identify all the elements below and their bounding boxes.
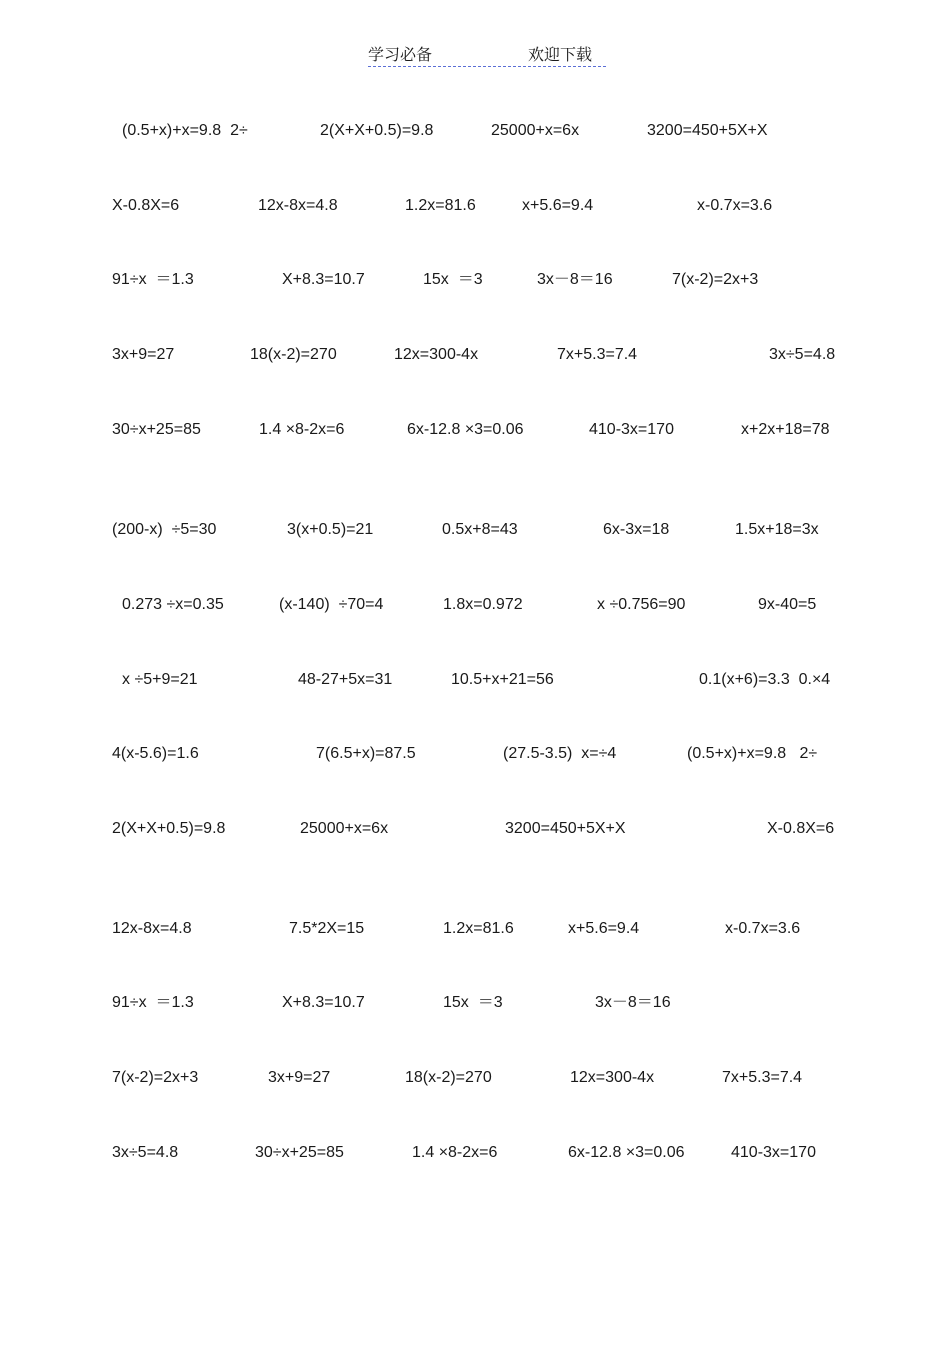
equation-row: [0, 1068, 950, 1088]
equation: 1.2x=81.6: [443, 920, 514, 937]
equation: 1.5x+18=3x: [735, 521, 819, 538]
equation: 7(x-2)=2x+3: [112, 1069, 199, 1086]
equation: x+5.6=9.4: [522, 197, 594, 214]
equation: 410-3x=170: [589, 421, 674, 438]
equation: 1.8x=0.972: [443, 596, 523, 613]
equation: 3x÷5=4.8: [112, 1144, 179, 1161]
equation: 15x ＝3: [443, 994, 503, 1011]
equation-row: [0, 121, 950, 141]
equation-row: [0, 270, 950, 290]
equation: x ÷0.756=90: [597, 596, 686, 613]
equation: 2(X+X+0.5)=9.8: [320, 122, 434, 139]
equation: 3200=450+5X+X: [647, 122, 768, 139]
page-header: [368, 40, 606, 67]
equation-row: [0, 819, 950, 839]
equation-row: [0, 595, 950, 615]
equation: 1.4 ×8-2x=6: [259, 421, 345, 438]
equation: 6x-12.8 ×3=0.06: [407, 421, 524, 438]
equation: 18(x-2)=270: [250, 346, 337, 363]
equation: 12x-8x=4.8: [112, 920, 192, 937]
equation: 7.5*2X=15: [289, 920, 365, 937]
equation: 6x-12.8 ×3=0.06: [568, 1144, 685, 1161]
equation: 48-27+5x=31: [298, 671, 393, 688]
equation: (0.5+x)+x=9.8 2÷: [122, 122, 248, 139]
equation: x+2x+18=78: [741, 421, 830, 438]
equation: 3x÷5=4.8: [769, 346, 836, 363]
equation: 10.5+x+21=56: [451, 671, 554, 688]
equation: 0.1(x+6)=3.3 0.×4: [699, 671, 831, 688]
equation: 0.5x+8=43: [442, 521, 518, 538]
equation: X+8.3=10.7: [282, 271, 365, 288]
header-right-text: 欢迎下载: [528, 45, 593, 64]
equation: 7(6.5+x)=87.5: [316, 745, 416, 762]
equation-row: [0, 993, 950, 1013]
equation: 30÷x+25=85: [255, 1144, 344, 1161]
equation: 7x+5.3=7.4: [557, 346, 638, 363]
equation: 15x ＝3: [423, 271, 483, 288]
equation: 7x+5.3=7.4: [722, 1069, 803, 1086]
equation-row: [0, 744, 950, 764]
equation: 25000+x=6x: [491, 122, 580, 139]
equation: X+8.3=10.7: [282, 994, 365, 1011]
equation: (x-140) ÷70=4: [279, 596, 384, 613]
equation: x+5.6=9.4: [568, 920, 640, 937]
equation: X-0.8X=6: [112, 197, 180, 214]
equation-row: [0, 196, 950, 216]
equation: 0.273 ÷x=0.35: [122, 596, 224, 613]
equation: x ÷5+9=21: [122, 671, 198, 688]
equation-row: [0, 420, 950, 440]
equation: (0.5+x)+x=9.8 2÷: [687, 745, 818, 762]
equation: 7(x-2)=2x+3: [672, 271, 759, 288]
equation: 3(x+0.5)=21: [287, 521, 374, 538]
equation: 3x+9=27: [112, 346, 175, 363]
equation: 3200=450+5X+X: [505, 820, 626, 837]
equation: 91÷x ＝1.3: [112, 271, 194, 288]
equation: (27.5-3.5) x=÷4: [503, 745, 617, 762]
equation: 3x－8＝16: [537, 271, 613, 288]
header-left-text: 学习必备: [368, 45, 433, 64]
equation: 6x-3x=18: [603, 521, 670, 538]
equation: 12x-8x=4.8: [258, 197, 338, 214]
equation: 1.4 ×8-2x=6: [412, 1144, 498, 1161]
equation: 3x+9=27: [268, 1069, 331, 1086]
equation: 410-3x=170: [731, 1144, 816, 1161]
equation-row: [0, 345, 950, 365]
equation-row: [0, 520, 950, 540]
equation: x-0.7x=3.6: [725, 920, 801, 937]
equation: 2(X+X+0.5)=9.8: [112, 820, 226, 837]
equation: 25000+x=6x: [300, 820, 389, 837]
equation: 91÷x ＝1.3: [112, 994, 194, 1011]
equation-row: [0, 670, 950, 690]
equation: 9x-40=5: [758, 596, 817, 613]
equation: (200-x) ÷5=30: [112, 521, 217, 538]
equation: 3x－8＝16: [595, 994, 671, 1011]
equation: 4(x-5.6)=1.6: [112, 745, 199, 762]
equation: 12x=300-4x: [570, 1069, 655, 1086]
equation-row: [0, 1143, 950, 1163]
equation: 12x=300-4x: [394, 346, 479, 363]
equation-row: [0, 919, 950, 939]
equation: 18(x-2)=270: [405, 1069, 492, 1086]
equation: 1.2x=81.6: [405, 197, 476, 214]
equation: x-0.7x=3.6: [697, 197, 773, 214]
equation: X-0.8X=6: [767, 820, 835, 837]
equation: 30÷x+25=85: [112, 421, 201, 438]
